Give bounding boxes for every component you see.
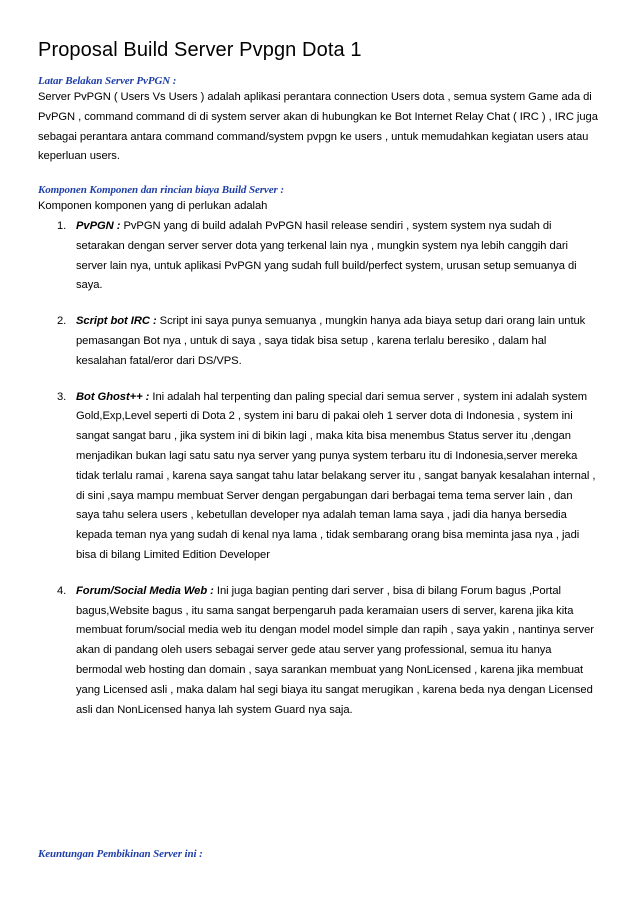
benefits-heading: Keuntungan Pembikinan Server ini : <box>38 848 203 860</box>
list-item-term: Bot Ghost++ : <box>76 390 150 403</box>
list-item-number: 1. <box>57 219 67 232</box>
list-item-term: PvPGN : <box>76 219 121 232</box>
components-heading: Komponen Komponen dan rincian biaya Build Server : <box>38 184 284 197</box>
list-item <box>38 312 598 371</box>
list-item-text: Ini juga bagian penting dari server , bisa di bilang Forum bagus ,Portal bagus,Website bagus , itu sama sangat berpengaruh pada keramaian users di server, karena jika kita membuat forum/social media web itu dengan model model simple dan rapih , saya yakin , nantinya server akan di pandang oleh users sebagai server gede atau server yang professional, semua itu hanya bermodal web hosting dan domain , saya sarankan membuat yang NonLicensed , karena jika membuat yang Licensed asli , maka dalam hal segi biaya itu sangat merugikan , karena beda nya dengan Licensed asli dan NonLicensed hanya lah system Guard nya saja. <box>76 584 594 716</box>
list-item-term: Script bot IRC : <box>76 315 157 328</box>
components-list <box>38 217 598 720</box>
list-item-text: Ini adalah hal terpenting dan paling special dari semua server , system ini adalah system Gold,Exp,Level seperti di Dota 2 , system ini baru di pakai oleh 1 server dota di Indonesia , system ini sangat sangat baru , jika system ini di bikin lagi , maka kita bisa menembus Status server itu ,dengan menjadikan bukan lagi satu satu nya server yang punya system terbaru itu di Indonesia,server mereka tidak terlalu ramai , karena saya sangat tahu latar belakang server itu , sangat banyak kesalahan internal , di sini ,saya mampu membuat Server dengan pergabungan dari berbagai tema tema server lain , dan saya tahu selera users , kebetullan developer nya adalah teman lama saya , jadi dia hanya bersedia kepada teman nya yang sudah di kenal nya lama , tidak sembarang orang bisa meminta jasa nya , jadi bisa di bilang Limited Edition Developer <box>76 390 596 561</box>
list-item-number: 4. <box>57 584 67 597</box>
list-item-text: PvPGN yang di build adalah PvPGN hasil release sendiri , system system nya sudah di setarakan dengan server server dota yang terkenal lain nya , mungkin system nya lebih canggih dari server lain nya, untuk aplikasi PvPGN yang sudah full build/perfect system, urusan setup semuanya di saya. <box>76 219 577 292</box>
list-item-term: Forum/Social Media Web : <box>76 584 214 597</box>
list-item-number: 3. <box>57 390 67 403</box>
background-paragraph: Server PvPGN ( Users Vs Users ) adalah aplikasi perantara connection Users dota , semua system Game ada di PvPGN , command command di di system server akan di hubungkan ke Bot Internet Relay Chat ( IRC ) , IRC juga sebagai perantara antara command command/system pvpgn ke users , untuk memudahkan kegiatan users atau keperluan users. <box>38 91 598 163</box>
list-item <box>38 217 598 296</box>
document-title: Proposal Build Server Pvpgn Dota 1 <box>38 39 362 61</box>
list-item-number: 2. <box>57 315 67 328</box>
background-heading: Latar Belakan Server PvPGN : <box>38 75 177 87</box>
list-item <box>38 582 598 721</box>
list-item <box>38 388 598 566</box>
components-intro: Komponen komponen yang di perlukan adalah <box>38 200 268 213</box>
list-item-text: Script ini saya punya semuanya , mungkin hanya ada biaya setup dari orang lain untuk pemasangan Bot nya , untuk di saya , saya tidak bisa setup , karena terlalu beresiko , dalam hal kesalahan fatal/eror dari DS/VPS. <box>76 315 586 367</box>
